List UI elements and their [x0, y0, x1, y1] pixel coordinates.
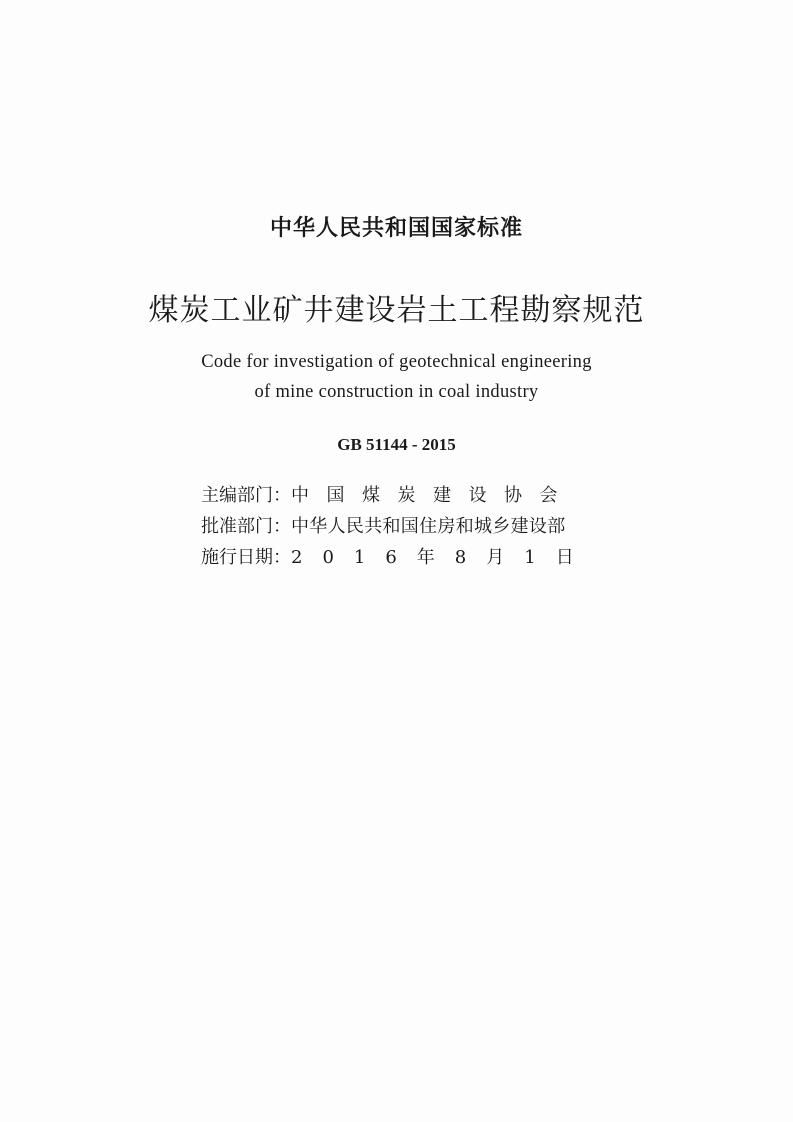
effective-date-value: 2016年8月1日 [291, 547, 594, 568]
editor-department-label: 主编部门： [201, 485, 291, 506]
effective-date-label: 施行日期： [201, 547, 291, 568]
english-title-line-1: Code for investigation of geotechnical engineering [201, 352, 592, 372]
effective-date-row [201, 547, 594, 569]
approver-department-row [201, 516, 566, 538]
standard-type-heading: 中华人民共和国国家标准 [269, 216, 523, 241]
chinese-title: 煤炭工业矿井建设岩土工程勘察规范 [148, 293, 645, 328]
english-title-line-2: of mine construction in coal industry [254, 382, 539, 402]
editor-department-row [201, 485, 575, 507]
approver-department-value: 中华人民共和国住房和城乡建设部 [291, 516, 566, 537]
standard-code: GB 51144 - 2015 [337, 435, 456, 454]
editor-department-value: 中国煤炭建设协会 [291, 485, 575, 506]
approver-department-label: 批准部门： [201, 516, 291, 537]
